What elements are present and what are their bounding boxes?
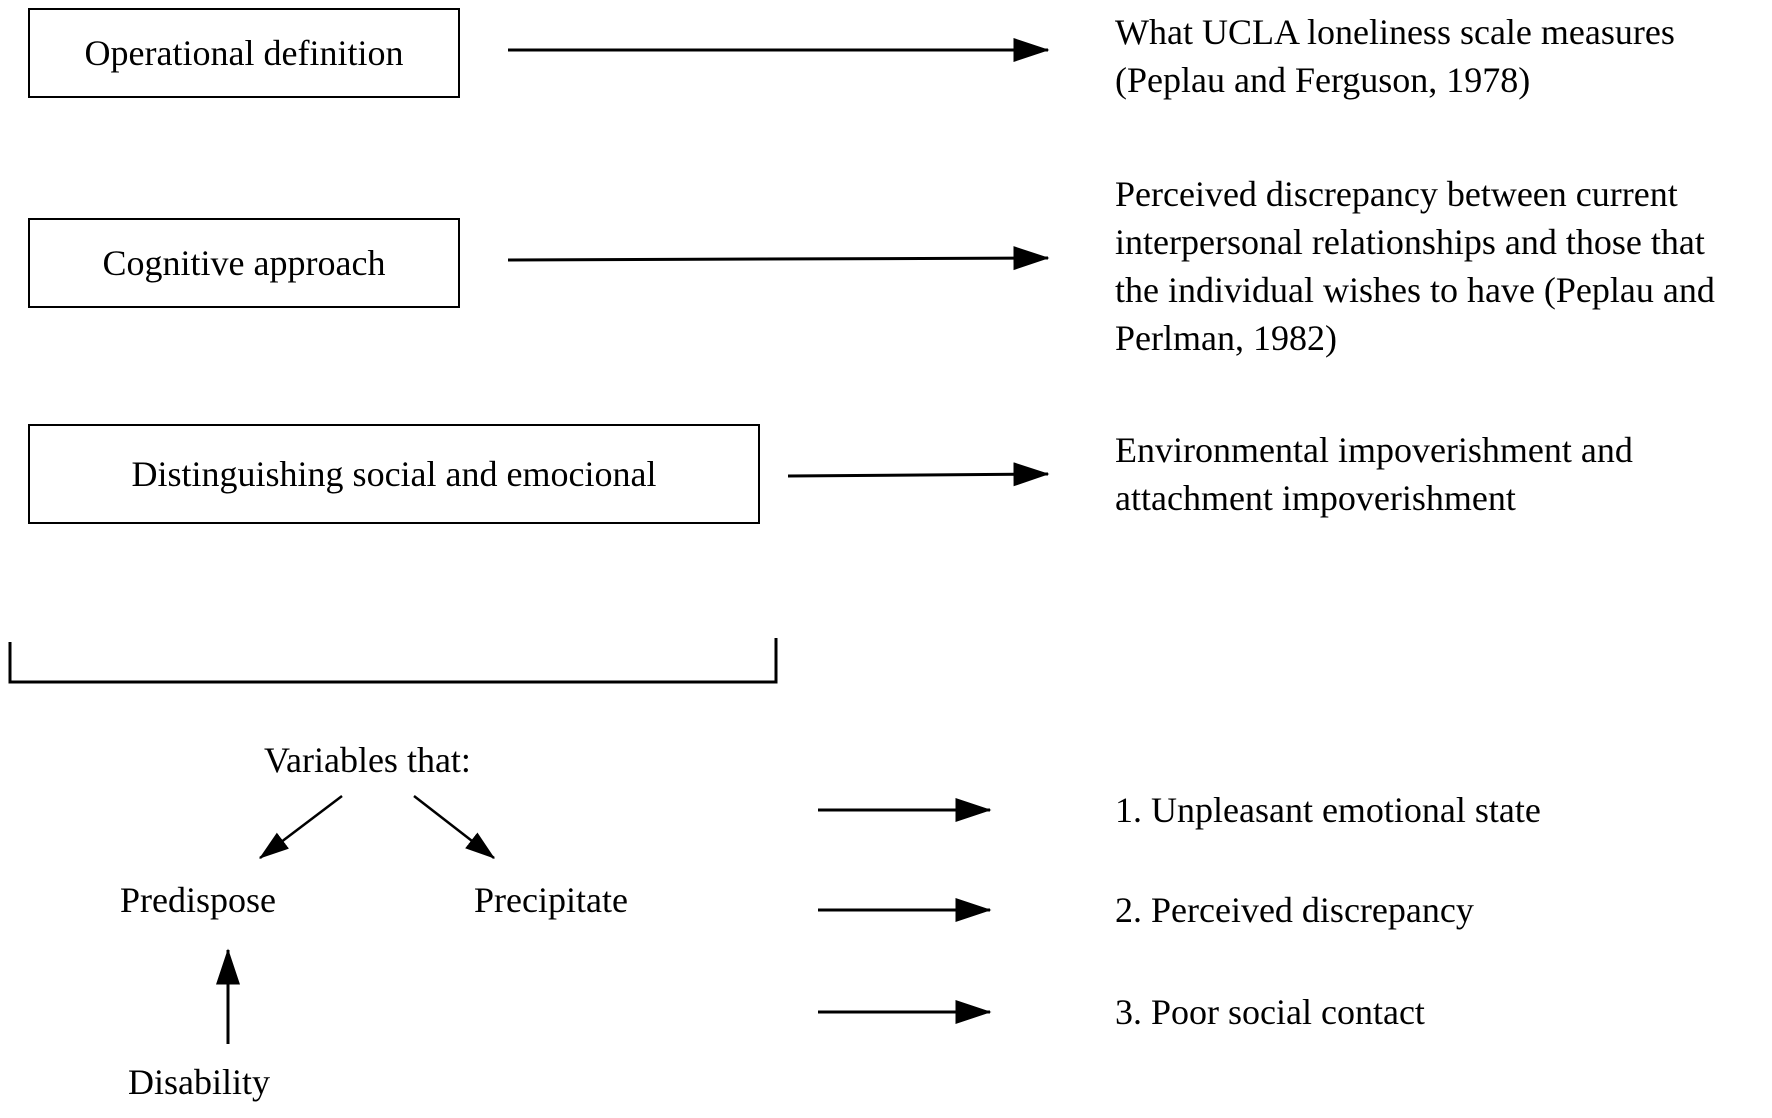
outcome-perceived-discrepancy: 2. Perceived discrepancy	[1115, 890, 1474, 930]
result-line: (Peplau and Ferguson, 1978)	[1115, 60, 1531, 100]
precipitate-label: Precipitate	[474, 880, 628, 920]
arrow-distinguishing-to-definition	[788, 474, 1048, 476]
result-line: Perceived discrepancy between current	[1115, 174, 1678, 214]
distinguishing-result	[1115, 426, 1633, 522]
box-distinguishing-social-emotional-label: Distinguishing social and emocional	[131, 454, 657, 494]
result-line: What UCLA loneliness scale measures	[1115, 12, 1675, 52]
outcome-poor-social-contact: 3. Poor social contact	[1115, 992, 1425, 1032]
result-line: attachment impoverishment	[1115, 478, 1516, 518]
arrow-variables-to-predispose	[260, 796, 342, 858]
operational-definition-result	[1115, 8, 1675, 104]
result-line: interpersonal relationships and those that	[1115, 222, 1705, 262]
outcome-unpleasant-emotional-state: 1. Unpleasant emotional state	[1115, 790, 1541, 830]
result-line: Perlman, 1982)	[1115, 318, 1337, 358]
predispose-label: Predispose	[120, 880, 276, 920]
result-line: Environmental impoverishment and	[1115, 430, 1633, 470]
arrow-cognitive-to-definition	[508, 258, 1048, 260]
box-distinguishing-social-emotional	[28, 424, 760, 524]
arrow-variables-to-precipitate	[414, 796, 494, 858]
box-operational-definition-label: Operational definition	[84, 33, 404, 73]
variables-header: Variables that:	[264, 740, 471, 780]
result-line: the individual wishes to have (Peplau and	[1115, 270, 1715, 310]
disability-label: Disability	[128, 1062, 270, 1102]
section-bracket	[10, 638, 776, 682]
box-cognitive-approach	[28, 218, 460, 308]
box-cognitive-approach-label: Cognitive approach	[102, 243, 386, 283]
box-operational-definition	[28, 8, 460, 98]
cognitive-approach-result	[1115, 170, 1715, 362]
